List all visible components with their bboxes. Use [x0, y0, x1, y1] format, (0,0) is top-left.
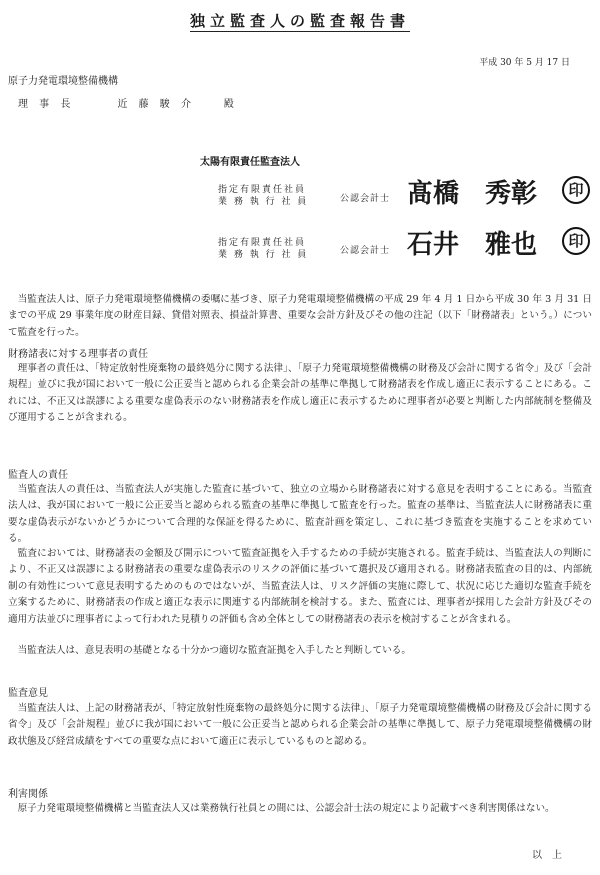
auditor-responsibility-paragraph-2: 監査においては、財務諸表の金額及び開示について監査証拠を入手するための手続が実施される。監査手続は、当監査法人の判断により、不正又は誤謬による財務諸表の重要な虚偽表示のリスクの評価に基づいて選択及び適用される。財務諸表監査の目的は、内部統制の有効性について意見表明するためのものではないが、当監査法人は、リスク評価の実施に際して、状況に応じた適切な監査手続を立案するために、財務諸表の作成と適正な表示に関連する内部統制を検討する。また、監査には、理事者が採用した会計方針及びその適用方法並びに理事者によって行われた見積りの評価も含め全体としての財務諸表の表示を検討することが含まれる。 [8, 548, 592, 625]
report-date: 平成 30 年 5 月 17 日 [479, 58, 570, 68]
auditor-responsibility-paragraph-1: 当監査法人の責任は、当監査法人が実施した監査に基づいて、独立の立場から財務諸表に対する意見を表明することにある。当監査法人は、我が国において一般に公正妥当と認められる監査の基準に準拠して監査を行った。監査の基準は、当監査法人に財務諸表に重要な虚偽表示がないかどうかについて合理的な保証を得るために、監査計画を策定し、これに基づき監査を実施することを求めている。 [8, 484, 592, 545]
conflict-of-interest-paragraph: 原子力発電環境整備機構と当監査法人又は業務執行社員との間には、公認会計士法の規定により記載すべき利害関係はない。 [17, 803, 555, 814]
signer-2-role [218, 237, 308, 261]
signer-2-role-line2: 業 務 執 行 社 員 [218, 250, 309, 260]
signer-2-role-line1: 指定有限責任社員 [218, 238, 307, 248]
addressee-honorific: 殿 [223, 99, 238, 110]
section-heading-auditor-responsibility: 監査人の責任 [8, 470, 68, 481]
signer-2-seal-icon: 印 [562, 227, 590, 255]
signer-1-role-line1: 指定有限責任社員 [218, 185, 307, 195]
audit-firm-name: 太陽有限責任監査法人 [200, 157, 300, 168]
auditor-responsibility-paragraph-3: 当監査法人は、意見表明の基礎となる十分かつ適切な監査証拠を入手したと判断している。 [17, 645, 411, 656]
signer-1-role-line2: 業 務 執 行 社 員 [218, 197, 309, 207]
signer-1-name: 髙橋 秀彰 [407, 179, 538, 209]
addressee-position: 理 事 長 [18, 99, 75, 110]
signer-1-qualification: 公認会計士 [340, 194, 391, 204]
signer-2-name: 石井 雅也 [407, 230, 538, 260]
addressee-line [18, 95, 238, 110]
section-heading-management-responsibility: 財務諸表に対する理事者の責任 [8, 349, 148, 360]
addressee-organization: 原子力発電環境整備機構 [8, 76, 118, 87]
report-title: 独立監査人の監査報告書 [189, 12, 410, 30]
section-heading-audit-opinion: 監査意見 [8, 688, 48, 699]
audit-opinion-paragraph: 当監査法人は、上記の財務諸表が、「特定放射性廃棄物の最終処分に関する法律」、「原子力発電環境整備機構の財務及び会計に関する省令」及び「会計規程」並びに我が国において一般に公正妥当と認められる企業会計の基準に準拠して、原子力発電環境整備機構の財政状態及び経営成績をすべての重要な点において適正に表示しているものと認める。 [8, 703, 592, 747]
intro-paragraph: 当監査法人は、原子力発電環境整備機構の委嘱に基づき、原子力発電環境整備機構の平成 29 年 4 月 1 日から平成 30 年 3 月 31 日までの平成 29 事業年度の財産目録、貸借対照表、損益計算書、重要な会計方針及びその他の注記（以下「財務諸表」という。）について監査を行った。 [8, 294, 592, 338]
signer-1-role [218, 184, 308, 208]
section-heading-conflict-of-interest: 利害関係 [8, 789, 48, 800]
signer-2-qualification: 公認会計士 [340, 246, 391, 256]
signer-1-seal-icon: 印 [562, 176, 590, 204]
addressee-name: 近 藤 駿 介 [117, 99, 195, 110]
management-responsibility-paragraph: 理事者の責任は、「特定放射性廃棄物の最終処分に関する法律」、「原子力発電環境整備機構の財務及び会計に関する省令」及び「会計規程」並びに我が国において一般に公正妥当と認められる企業会計の基準に準拠して財務諸表を作成し適正に表示することにある。これには、不正又は誤謬による重要な虚偽表示のない財務諸表を作成し適正に表示するために理事者が必要と判断した内部統制を整備及び運用することが含まれる。 [8, 363, 592, 424]
closing-mark: 以上 [532, 850, 572, 861]
